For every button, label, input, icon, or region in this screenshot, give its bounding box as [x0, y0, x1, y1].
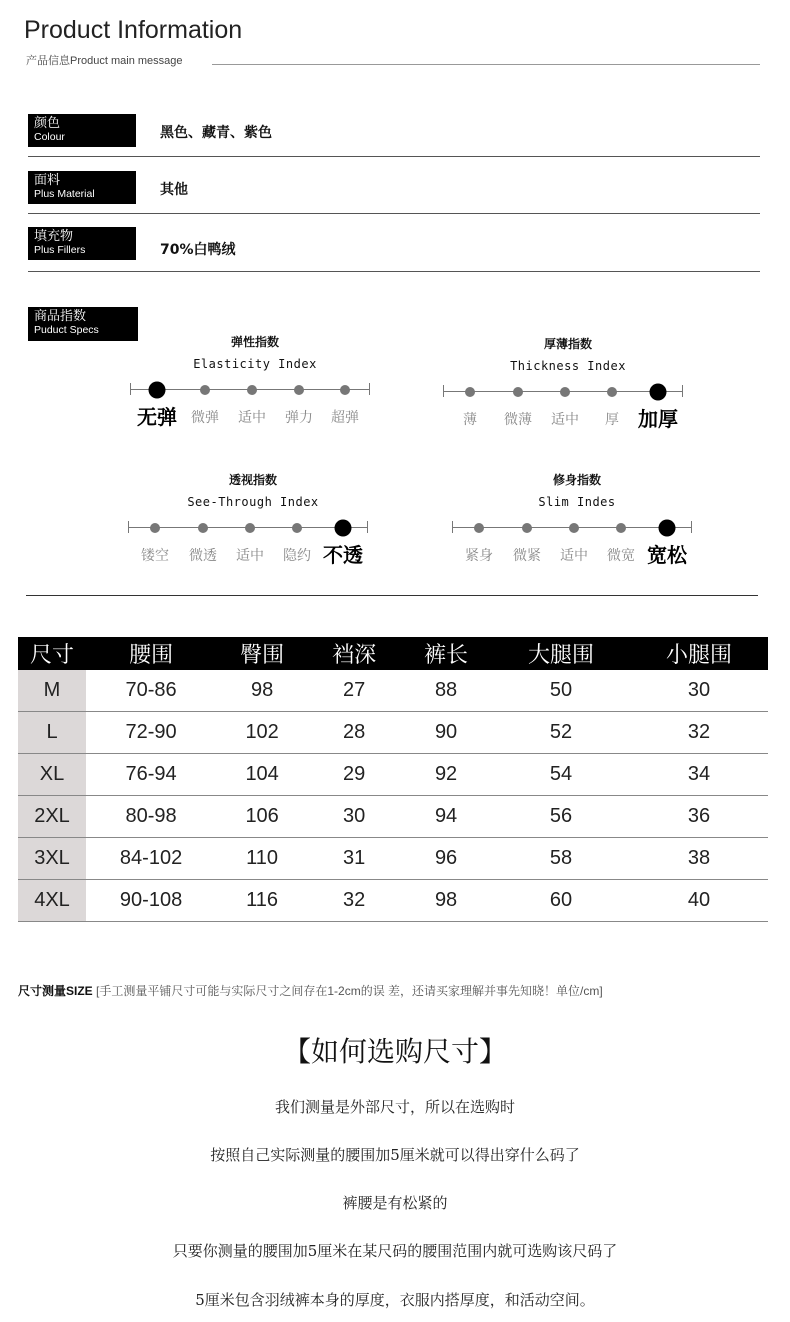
index-title-en: Thickness Index [510, 359, 626, 373]
index-selected-label: 无弹 [137, 405, 177, 429]
index-option-label: 微弹 [191, 410, 219, 426]
table-row [18, 712, 768, 754]
table-row [18, 754, 768, 796]
index-scale-tick [128, 521, 129, 533]
info-divider [28, 271, 760, 272]
size-table-column-header: 腰围 [86, 637, 216, 670]
size-table-column-header: 尺寸 [18, 637, 86, 670]
info-divider [28, 156, 760, 157]
index-scale-tick [691, 521, 692, 533]
index-title-cn: 透视指数 [228, 473, 277, 487]
size-cell: XL [18, 754, 86, 796]
measurement-cell: 96 [400, 838, 492, 880]
index-dot [198, 523, 208, 533]
measurement-cell: 76-94 [86, 754, 216, 796]
measurement-cell: 102 [216, 712, 308, 754]
info-divider [28, 213, 760, 214]
index-option-label: 适中 [236, 548, 264, 564]
index-scale-tick [369, 383, 370, 395]
howto-line: 我们测量是外部尺寸，所以在选购时 [274, 1098, 515, 1116]
specs-label-en: Puduct Specs [34, 324, 99, 336]
measurement-cell: 84-102 [86, 838, 216, 880]
measurement-cell: 32 [630, 712, 768, 754]
page-subtitle: 产品信息Product main message [26, 55, 183, 67]
thickness-index [443, 335, 693, 445]
index-dot [474, 523, 484, 533]
index-title-en: Slim Indes [538, 495, 616, 509]
index-scale-tick [682, 385, 683, 397]
howto-title: 【如何选购尺寸】 [282, 1035, 507, 1068]
index-dot [247, 385, 257, 395]
size-table-column-header: 臀围 [216, 637, 308, 670]
index-dot [150, 523, 160, 533]
measurement-note [18, 982, 603, 999]
table-row [18, 880, 768, 922]
measurement-cell: 70-86 [86, 670, 216, 712]
index-selected-label: 加厚 [638, 407, 678, 431]
size-table-column-header: 裆深 [308, 637, 400, 670]
size-table-column-header: 大腿围 [492, 637, 630, 670]
measurement-cell: 28 [308, 712, 400, 754]
index-option-label: 微透 [189, 548, 217, 564]
info-value: 70%白鸭绒 [160, 242, 236, 258]
index-selected-dot [335, 520, 352, 537]
size-cell: M [18, 670, 86, 712]
index-dot [465, 387, 475, 397]
measurement-cell: 106 [216, 796, 308, 838]
info-label-cn: 颜色 [34, 116, 61, 131]
index-dot [569, 523, 579, 533]
measurement-note-title: 尺寸测量SIZE [18, 984, 93, 998]
size-table-column-header: 小腿围 [630, 637, 768, 670]
index-dot [340, 385, 350, 395]
size-cell: 2XL [18, 796, 86, 838]
info-label-cn: 面料 [34, 173, 61, 188]
index-dot [616, 523, 626, 533]
index-dot [513, 387, 523, 397]
measurement-cell: 98 [400, 880, 492, 922]
index-option-label: 镂空 [141, 548, 169, 564]
info-label [28, 227, 136, 260]
size-table [18, 637, 768, 922]
measurement-cell: 94 [400, 796, 492, 838]
measurement-cell: 116 [216, 880, 308, 922]
index-selected-dot [149, 382, 166, 399]
measurement-cell: 72-90 [86, 712, 216, 754]
info-label [28, 114, 136, 147]
measurement-cell: 36 [630, 796, 768, 838]
info-label [28, 171, 136, 204]
measurement-cell: 56 [492, 796, 630, 838]
howto-line: 5厘米包含羽绒裤本身的厚度，衣服内搭厚度，和活动空间。 [195, 1291, 595, 1309]
index-option-label: 微薄 [504, 412, 532, 428]
table-row [18, 670, 768, 712]
index-option-label: 适中 [238, 410, 266, 426]
index-title-cn: 修身指数 [552, 473, 601, 487]
howto-line: 只要你测量的腰围加5厘米在某尺码的腰围范围内就可选购该尺码了 [172, 1242, 618, 1260]
page-title: Product Information [24, 16, 243, 44]
index-title-en: Elasticity Index [193, 357, 317, 371]
info-value: 其他 [160, 182, 188, 198]
info-row-colour [28, 114, 760, 170]
index-option-label: 紧身 [465, 548, 493, 564]
info-label-cn: 填充物 [34, 229, 74, 244]
table-row [18, 796, 768, 838]
specs-label-cn: 商品指数 [34, 309, 87, 324]
measurement-cell: 90 [400, 712, 492, 754]
title-divider [212, 64, 760, 65]
info-label-en: Colour [34, 131, 65, 143]
index-scale-tick [443, 385, 444, 397]
size-cell: 4XL [18, 880, 86, 922]
specs-label [28, 307, 138, 341]
table-row [18, 838, 768, 880]
index-selected-label: 不透 [323, 543, 363, 567]
info-label-en: Plus Material [34, 188, 95, 200]
index-dot [292, 523, 302, 533]
index-title-cn: 弹性指数 [230, 335, 279, 349]
index-option-label: 适中 [560, 548, 588, 564]
index-title-cn: 厚薄指数 [543, 337, 592, 351]
index-option-label: 弹力 [285, 410, 313, 426]
measurement-cell: 90-108 [86, 880, 216, 922]
slim-index [452, 471, 702, 581]
index-scale-tick [130, 383, 131, 395]
index-selected-label: 宽松 [647, 543, 687, 567]
measurement-cell: 40 [630, 880, 768, 922]
index-scale-tick [367, 521, 368, 533]
size-table-header [18, 637, 768, 670]
measurement-cell: 31 [308, 838, 400, 880]
measurement-cell: 29 [308, 754, 400, 796]
measurement-cell: 30 [630, 670, 768, 712]
measurement-cell: 50 [492, 670, 630, 712]
index-option-label: 微紧 [513, 548, 541, 564]
index-option-label: 薄 [463, 412, 477, 428]
section-divider [26, 595, 758, 596]
measurement-cell: 80-98 [86, 796, 216, 838]
measurement-cell: 104 [216, 754, 308, 796]
measurement-cell: 30 [308, 796, 400, 838]
measurement-cell: 92 [400, 754, 492, 796]
index-dot [522, 523, 532, 533]
measurement-cell: 110 [216, 838, 308, 880]
index-option-label: 微宽 [607, 548, 635, 564]
measurement-cell: 58 [492, 838, 630, 880]
measurement-cell: 88 [400, 670, 492, 712]
index-option-label: 超弹 [331, 410, 359, 426]
size-cell: L [18, 712, 86, 754]
index-dot [200, 385, 210, 395]
measurement-cell: 32 [308, 880, 400, 922]
index-option-label: 适中 [551, 412, 579, 428]
measurement-cell: 98 [216, 670, 308, 712]
index-selected-dot [650, 384, 667, 401]
index-scale-tick [452, 521, 453, 533]
elasticity-index [130, 333, 380, 443]
index-dot [245, 523, 255, 533]
info-row-fillers [28, 227, 760, 283]
size-cell: 3XL [18, 838, 86, 880]
index-dot [607, 387, 617, 397]
howto-line: 裤腰是有松紧的 [342, 1194, 448, 1212]
info-label-en: Plus Fillers [34, 244, 86, 256]
info-value: 黑色、藏青、紫色 [160, 125, 272, 141]
measurement-cell: 54 [492, 754, 630, 796]
measurement-cell: 34 [630, 754, 768, 796]
measurement-note-text: [手工测量平铺尺寸可能与实际尺寸之间存在1-2cm的误 差，还请买家理解并事先知晓！单位/cm] [96, 984, 603, 998]
index-option-label: 隐约 [283, 548, 311, 564]
index-dot [560, 387, 570, 397]
size-table-column-header: 裤长 [400, 637, 492, 670]
measurement-cell: 27 [308, 670, 400, 712]
howto-line: 按照自己实际测量的腰围加5厘米就可以得出穿什么码了 [210, 1146, 580, 1164]
info-row-material [28, 171, 760, 227]
measurement-cell: 38 [630, 838, 768, 880]
index-option-label: 厚 [605, 412, 619, 428]
measurement-cell: 60 [492, 880, 630, 922]
index-selected-dot [659, 520, 676, 537]
measurement-cell: 52 [492, 712, 630, 754]
index-dot [294, 385, 304, 395]
index-title-en: See-Through Index [187, 495, 319, 509]
see-through-index [128, 471, 378, 581]
